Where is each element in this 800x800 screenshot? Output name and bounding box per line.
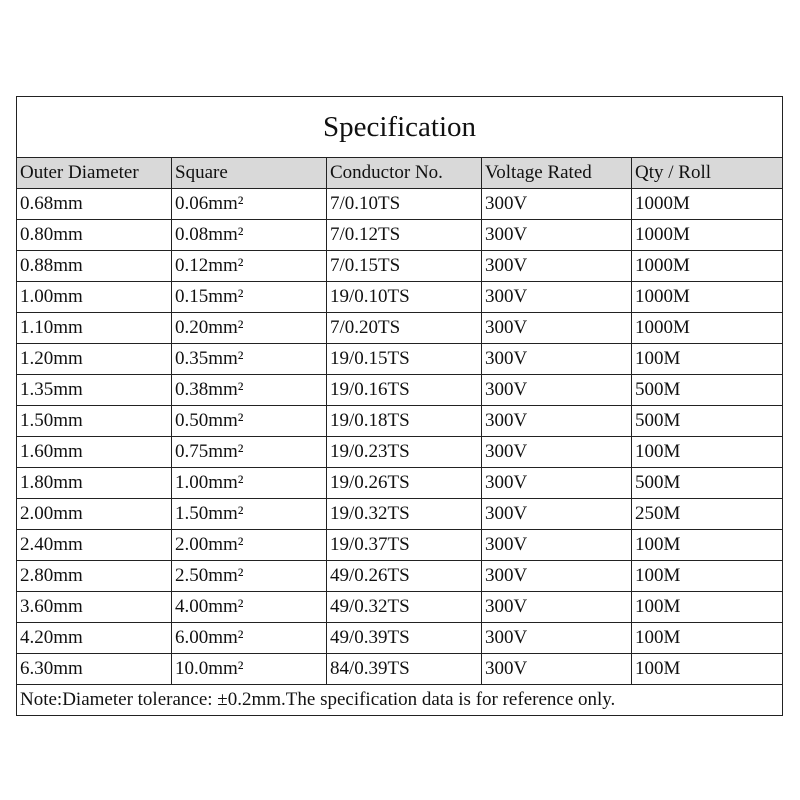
cell-voltage-rated: 300V — [482, 220, 632, 251]
table-row — [17, 530, 783, 561]
table-row — [17, 623, 783, 654]
cell-voltage-rated: 300V — [482, 623, 632, 654]
title-row — [17, 97, 783, 158]
cell-voltage-rated: 300V — [482, 468, 632, 499]
cell-outer-diameter: 0.88mm — [17, 251, 172, 282]
cell-conductor-no: 84/0.39TS — [327, 654, 482, 685]
table-row — [17, 344, 783, 375]
table-row — [17, 282, 783, 313]
cell-square: 0.50mm² — [172, 406, 327, 437]
cell-conductor-no: 7/0.20TS — [327, 313, 482, 344]
cell-square: 1.00mm² — [172, 468, 327, 499]
cell-conductor-no: 49/0.26TS — [327, 561, 482, 592]
header-qty-roll: Qty / Roll — [632, 158, 783, 189]
cell-qty-roll: 100M — [632, 437, 783, 468]
cell-voltage-rated: 300V — [482, 561, 632, 592]
cell-outer-diameter: 1.20mm — [17, 344, 172, 375]
cell-square: 0.35mm² — [172, 344, 327, 375]
cell-outer-diameter: 1.35mm — [17, 375, 172, 406]
cell-outer-diameter: 0.80mm — [17, 220, 172, 251]
cell-voltage-rated: 300V — [482, 499, 632, 530]
cell-conductor-no: 49/0.39TS — [327, 623, 482, 654]
table-row — [17, 499, 783, 530]
cell-conductor-no: 19/0.10TS — [327, 282, 482, 313]
cell-qty-roll: 1000M — [632, 313, 783, 344]
cell-square: 0.15mm² — [172, 282, 327, 313]
cell-qty-roll: 100M — [632, 344, 783, 375]
cell-outer-diameter: 4.20mm — [17, 623, 172, 654]
cell-outer-diameter: 3.60mm — [17, 592, 172, 623]
table-row — [17, 468, 783, 499]
cell-conductor-no: 19/0.32TS — [327, 499, 482, 530]
cell-qty-roll: 500M — [632, 468, 783, 499]
cell-voltage-rated: 300V — [482, 437, 632, 468]
cell-square: 0.06mm² — [172, 189, 327, 220]
cell-outer-diameter: 2.00mm — [17, 499, 172, 530]
cell-conductor-no: 7/0.12TS — [327, 220, 482, 251]
cell-qty-roll: 100M — [632, 592, 783, 623]
cell-voltage-rated: 300V — [482, 530, 632, 561]
cell-conductor-no: 7/0.15TS — [327, 251, 482, 282]
cell-square: 6.00mm² — [172, 623, 327, 654]
table-row — [17, 313, 783, 344]
cell-voltage-rated: 300V — [482, 189, 632, 220]
header-outer-diameter: Outer Diameter — [17, 158, 172, 189]
cell-voltage-rated: 300V — [482, 282, 632, 313]
cell-qty-roll: 100M — [632, 623, 783, 654]
cell-outer-diameter: 6.30mm — [17, 654, 172, 685]
cell-conductor-no: 19/0.16TS — [327, 375, 482, 406]
cell-conductor-no: 19/0.23TS — [327, 437, 482, 468]
header-square: Square — [172, 158, 327, 189]
cell-qty-roll: 1000M — [632, 220, 783, 251]
table-row — [17, 251, 783, 282]
cell-square: 1.50mm² — [172, 499, 327, 530]
cell-conductor-no: 19/0.18TS — [327, 406, 482, 437]
cell-outer-diameter: 1.80mm — [17, 468, 172, 499]
specification-table — [16, 96, 783, 716]
note-row — [17, 685, 783, 716]
cell-square: 4.00mm² — [172, 592, 327, 623]
table-row — [17, 375, 783, 406]
cell-outer-diameter: 2.40mm — [17, 530, 172, 561]
table-row — [17, 561, 783, 592]
table-body — [17, 189, 783, 685]
cell-voltage-rated: 300V — [482, 251, 632, 282]
cell-outer-diameter: 2.80mm — [17, 561, 172, 592]
cell-voltage-rated: 300V — [482, 654, 632, 685]
cell-conductor-no: 19/0.26TS — [327, 468, 482, 499]
table-row — [17, 189, 783, 220]
cell-voltage-rated: 300V — [482, 344, 632, 375]
cell-outer-diameter: 1.10mm — [17, 313, 172, 344]
cell-qty-roll: 1000M — [632, 189, 783, 220]
cell-conductor-no: 49/0.32TS — [327, 592, 482, 623]
cell-square: 0.12mm² — [172, 251, 327, 282]
table-row — [17, 437, 783, 468]
cell-square: 0.08mm² — [172, 220, 327, 251]
cell-conductor-no: 7/0.10TS — [327, 189, 482, 220]
header-conductor-no: Conductor No. — [327, 158, 482, 189]
cell-outer-diameter: 1.50mm — [17, 406, 172, 437]
cell-square: 0.20mm² — [172, 313, 327, 344]
cell-square: 0.38mm² — [172, 375, 327, 406]
cell-outer-diameter: 1.60mm — [17, 437, 172, 468]
cell-square: 2.50mm² — [172, 561, 327, 592]
header-voltage-rated: Voltage Rated — [482, 158, 632, 189]
cell-conductor-no: 19/0.37TS — [327, 530, 482, 561]
cell-outer-diameter: 0.68mm — [17, 189, 172, 220]
cell-qty-roll: 100M — [632, 654, 783, 685]
cell-square: 0.75mm² — [172, 437, 327, 468]
header-row — [17, 158, 783, 189]
cell-voltage-rated: 300V — [482, 313, 632, 344]
cell-voltage-rated: 300V — [482, 592, 632, 623]
cell-square: 2.00mm² — [172, 530, 327, 561]
cell-qty-roll: 1000M — [632, 251, 783, 282]
cell-qty-roll: 500M — [632, 375, 783, 406]
cell-qty-roll: 1000M — [632, 282, 783, 313]
cell-qty-roll: 500M — [632, 406, 783, 437]
table-title: Specification — [17, 97, 783, 158]
table-row — [17, 406, 783, 437]
table-row — [17, 220, 783, 251]
table-note: Note:Diameter tolerance: ±0.2mm.The specification data is for reference only. — [17, 685, 783, 716]
cell-qty-roll: 250M — [632, 499, 783, 530]
cell-qty-roll: 100M — [632, 530, 783, 561]
table-row — [17, 654, 783, 685]
table-row — [17, 592, 783, 623]
cell-voltage-rated: 300V — [482, 406, 632, 437]
cell-qty-roll: 100M — [632, 561, 783, 592]
cell-outer-diameter: 1.00mm — [17, 282, 172, 313]
cell-conductor-no: 19/0.15TS — [327, 344, 482, 375]
cell-voltage-rated: 300V — [482, 375, 632, 406]
cell-square: 10.0mm² — [172, 654, 327, 685]
